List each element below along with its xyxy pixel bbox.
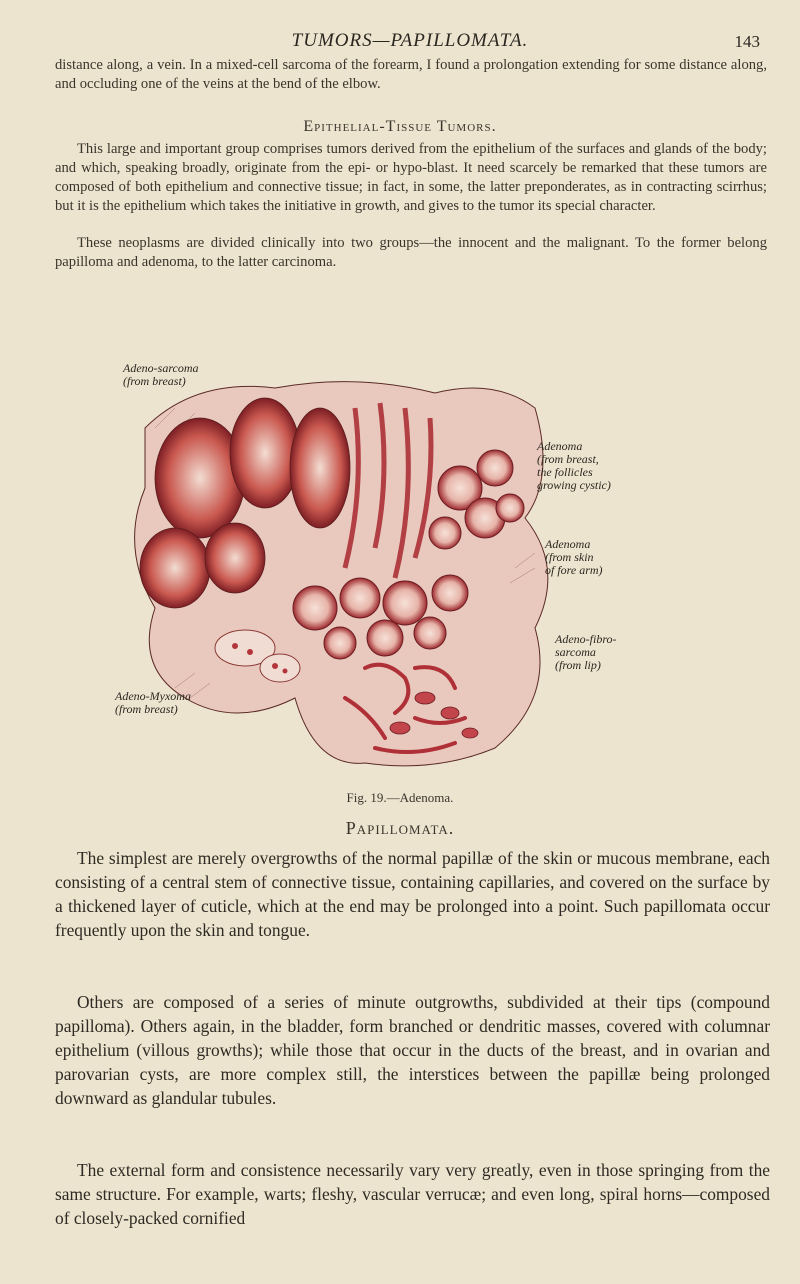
paragraph-epithelial-2: These neoplasms are divided clinically into two groups—the innocent and the malignant. To the former belong papilloma and adenoma, to the latter carcinoma.: [55, 235, 767, 270]
paragraph-papillomata-1: The simplest are merely overgrowths of the normal papillæ of the skin or mucous membrane, each consisting of a central stem of connective tissue, containing capillaries, and covered on the surface by a thickened layer of cuticle, which at the end may be prolonged into a point. Such papillomata occur frequently upon the skin and tongue.: [55, 848, 770, 940]
section-heading-epithelial: Epithelial-Tissue Tumors.: [303, 118, 497, 135]
paragraph-epithelial-1: This large and important group comprises tumors derived from the epithelium of the surfaces and glands of the body; and which, speaking broadly, originate from the epi- or hypo-blast. It need scarcely be remarked that these tumors are composed of both epithelium and connective tissue; in fact, in some, the latter preponderates, as in contracting scirrhus; but it is the epithelium which takes the initiative in growth, and gives to the tumor its special character.: [55, 141, 767, 214]
paragraph-continuation: distance along, a vein. In a mixed-cell sarcoma of the forearm, I found a prolongation extending for some distance along, and occluding one of the veins at the bend of the elbow.: [55, 57, 767, 92]
figure-adenoma-illustration: [115, 361, 635, 776]
label-adeno-fibro-sarcoma: Adeno-fibro- sarcoma (from lip): [555, 632, 617, 672]
paragraph-papillomata-2: Others are composed of a series of minute outgrowths, subdivided at their tips (compound papilloma). Others again, in the bladder, form branched or dendritic masses, covered with columnar epithelium (villous growths); while those that occur in the ducts of the breast, and in ovarian and parovarian cysts, are more complex still, the interstices between the papillæ being prolonged downward as glandular tubules.: [55, 992, 770, 1108]
section-heading-papillomata: Papillomata.: [345, 818, 455, 838]
page-number: 143: [734, 32, 760, 51]
label-adeno-myxoma: Adeno-Myxoma (from breast): [115, 689, 191, 716]
label-adeno-sarcoma: Adeno-sarcoma (from breast): [123, 361, 199, 388]
paragraph-papillomata-3: The external form and consistence necessarily vary very greatly, even in those springing from the same structure. For example, warts; fleshy, vascular verrucæ; and even long, spiral horns—composed of closely-packed cornified: [55, 1160, 770, 1228]
label-adenoma-skin: Adenoma (from skin of fore arm): [545, 537, 603, 577]
figure-caption: Fig. 19.—Adenoma.: [346, 790, 454, 805]
label-adenoma-breast: Adenoma (from breast, the follicles growing cystic): [537, 439, 611, 492]
running-title: TUMORS—PAPILLOMATA.: [291, 30, 529, 51]
